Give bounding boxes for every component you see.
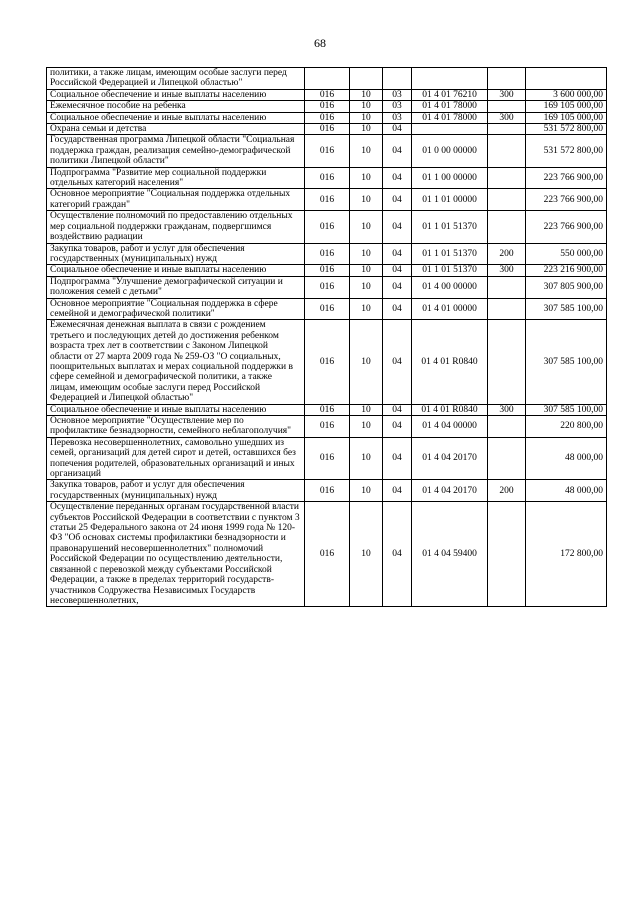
row-grbs: 016 (305, 276, 350, 298)
row-target-article: 01 1 01 00000 (412, 189, 488, 211)
row-section: 10 (350, 89, 383, 100)
row-subsection: 04 (383, 167, 412, 189)
row-section: 10 (350, 276, 383, 298)
row-subsection: 04 (383, 276, 412, 298)
row-subsection: 03 (383, 112, 412, 123)
row-name: Закупка товаров, работ и услуг для обеспечения государственных (муниципальных) нужд (47, 480, 305, 502)
row-expense-type: 200 (488, 243, 526, 265)
row-subsection: 04 (383, 416, 412, 438)
table-row (47, 68, 607, 90)
row-expense-type (488, 211, 526, 243)
row-expense-type: 300 (488, 112, 526, 123)
row-name: Охрана семьи и детства (47, 124, 305, 135)
table-row (47, 404, 607, 415)
row-section: 10 (350, 211, 383, 243)
row-section: 10 (350, 135, 383, 167)
row-amount: 307 585 100,00 (526, 404, 607, 415)
row-target-article: 01 4 00 00000 (412, 276, 488, 298)
row-name: Основное мероприятие "Осуществление мер по профилактике безнадзорности, семейного неблагополучия" (47, 416, 305, 438)
table-row (47, 276, 607, 298)
row-name: Осуществление переданных органам государственной власти субъектов Российской Федерации в соответствии с пунктом 3 статьи 25 Федерального закона от 24 июня 1999 года № 120-ФЗ "Об основах системы профилактики безнадзорности и правонарушений несовершеннолетних" полномочий Российской Федерации по осуществлению деятельности, связанной с перевозкой между субъектами Российской Федерации, а также в пределах территорий государств-участников Содружества Независимых Государств несовершеннолетних, (47, 502, 305, 607)
row-section: 10 (350, 502, 383, 607)
row-target-article: 01 1 01 51370 (412, 265, 488, 276)
table-row (47, 437, 607, 480)
row-grbs (305, 68, 350, 90)
row-amount: 307 805 900,00 (526, 276, 607, 298)
row-subsection: 04 (383, 298, 412, 320)
row-grbs: 016 (305, 211, 350, 243)
row-subsection: 04 (383, 265, 412, 276)
row-target-article: 01 4 01 R0840 (412, 404, 488, 415)
table-row (47, 416, 607, 438)
row-amount: 307 585 100,00 (526, 320, 607, 404)
row-grbs: 016 (305, 101, 350, 112)
row-amount (526, 68, 607, 90)
row-section: 10 (350, 298, 383, 320)
row-expense-type: 300 (488, 89, 526, 100)
row-subsection: 04 (383, 437, 412, 480)
row-target-article (412, 124, 488, 135)
table-row (47, 101, 607, 112)
table-row (47, 298, 607, 320)
row-amount: 3 600 000,00 (526, 89, 607, 100)
row-target-article (412, 68, 488, 90)
table-row (47, 320, 607, 404)
row-section: 10 (350, 243, 383, 265)
row-grbs: 016 (305, 298, 350, 320)
row-grbs: 016 (305, 189, 350, 211)
row-section: 10 (350, 404, 383, 415)
row-subsection: 04 (383, 211, 412, 243)
row-section (350, 68, 383, 90)
row-section: 10 (350, 124, 383, 135)
table-row (47, 189, 607, 211)
row-expense-type (488, 68, 526, 90)
row-grbs: 016 (305, 89, 350, 100)
row-subsection: 04 (383, 135, 412, 167)
row-grbs: 016 (305, 437, 350, 480)
row-subsection (383, 68, 412, 90)
row-amount: 172 800,00 (526, 502, 607, 607)
row-name: политики, а также лицам, имеющим особые заслуги перед Российской Федерацией и Липецкой областью" (47, 68, 305, 90)
row-grbs: 016 (305, 135, 350, 167)
row-target-article: 01 4 01 78000 (412, 101, 488, 112)
row-grbs: 016 (305, 112, 350, 123)
row-name: Основное мероприятие "Социальная поддержка отдельных категорий граждан" (47, 189, 305, 211)
table-row (47, 480, 607, 502)
row-target-article: 01 1 01 51370 (412, 211, 488, 243)
row-name: Основное мероприятие "Социальная поддержка в сфере семейной и демографической политики" (47, 298, 305, 320)
row-subsection: 04 (383, 502, 412, 607)
row-section: 10 (350, 265, 383, 276)
row-expense-type (488, 189, 526, 211)
row-expense-type (488, 135, 526, 167)
table-row (47, 243, 607, 265)
row-grbs: 016 (305, 320, 350, 404)
row-expense-type: 300 (488, 265, 526, 276)
row-subsection: 04 (383, 243, 412, 265)
row-name: Социальное обеспечение и иные выплаты населению (47, 265, 305, 276)
table-row (47, 135, 607, 167)
row-expense-type (488, 320, 526, 404)
row-name: Осуществление полномочий по предоставлению отдельных мер социальной поддержки гражданам, подвергшимся воздействию радиации (47, 211, 305, 243)
row-expense-type (488, 437, 526, 480)
row-target-article: 01 1 01 51370 (412, 243, 488, 265)
row-subsection: 03 (383, 89, 412, 100)
table-row (47, 211, 607, 243)
table-row (47, 265, 607, 276)
row-amount: 48 000,00 (526, 480, 607, 502)
row-amount: 223 216 900,00 (526, 265, 607, 276)
row-expense-type (488, 276, 526, 298)
row-name: Ежемесячное пособие на ребенка (47, 101, 305, 112)
row-expense-type (488, 101, 526, 112)
row-amount: 223 766 900,00 (526, 189, 607, 211)
row-amount: 550 000,00 (526, 243, 607, 265)
row-section: 10 (350, 416, 383, 438)
row-target-article: 01 4 04 59400 (412, 502, 488, 607)
row-expense-type: 300 (488, 404, 526, 415)
row-target-article: 01 4 04 20170 (412, 480, 488, 502)
row-name: Подпрограмма "Развитие мер социальной поддержки отдельных категорий населения" (47, 167, 305, 189)
row-expense-type (488, 124, 526, 135)
table-row (47, 112, 607, 123)
row-target-article: 01 4 01 76210 (412, 89, 488, 100)
row-subsection: 03 (383, 101, 412, 112)
row-name: Перевозка несовершеннолетних, самовольно ушедших из семей, организаций для детей сирот и детей, оставшихся без попечения родителей, образовательных организаций и иных организаций (47, 437, 305, 480)
page-number: 68 (314, 36, 326, 50)
row-section: 10 (350, 437, 383, 480)
row-subsection: 04 (383, 480, 412, 502)
row-section: 10 (350, 101, 383, 112)
row-grbs: 016 (305, 416, 350, 438)
row-amount: 307 585 100,00 (526, 298, 607, 320)
row-grbs: 016 (305, 243, 350, 265)
row-subsection: 04 (383, 124, 412, 135)
row-name: Государственная программа Липецкой области "Социальная поддержка граждан, реализация семейно-демографической политики Липецкой области" (47, 135, 305, 167)
row-target-article: 01 4 04 00000 (412, 416, 488, 438)
row-name: Ежемесячная денежная выплата в связи с рождением третьего и последующих детей до достижения ребенком возраста трех лет в соответствии с Законом Липецкой области от 27 марта 2009 года № 259-ОЗ "О социальных, поощрительных выплатах и мерах социальной поддержки в сфере семейной и демографической политики, а также лицам, имеющим особые заслуги перед Российской Федерацией и Липецкой областью" (47, 320, 305, 404)
row-expense-type (488, 298, 526, 320)
row-grbs: 016 (305, 404, 350, 415)
row-target-article: 01 4 04 20170 (412, 437, 488, 480)
row-name: Социальное обеспечение и иные выплаты населению (47, 89, 305, 100)
row-name: Социальное обеспечение и иные выплаты населению (47, 404, 305, 415)
row-section: 10 (350, 480, 383, 502)
row-target-article: 01 4 01 R0840 (412, 320, 488, 404)
table-row (47, 167, 607, 189)
row-section: 10 (350, 112, 383, 123)
row-expense-type: 200 (488, 480, 526, 502)
table-row (47, 124, 607, 135)
row-expense-type (488, 416, 526, 438)
row-amount: 531 572 800,00 (526, 135, 607, 167)
row-amount: 169 105 000,00 (526, 101, 607, 112)
row-amount: 223 766 900,00 (526, 211, 607, 243)
row-section: 10 (350, 189, 383, 211)
table-row (47, 89, 607, 100)
row-target-article: 01 0 00 00000 (412, 135, 488, 167)
row-subsection: 04 (383, 404, 412, 415)
budget-table (46, 67, 607, 607)
row-expense-type (488, 502, 526, 607)
row-target-article: 01 1 00 00000 (412, 167, 488, 189)
row-amount: 223 766 900,00 (526, 167, 607, 189)
row-target-article: 01 4 01 00000 (412, 298, 488, 320)
row-amount: 531 572 800,00 (526, 124, 607, 135)
row-grbs: 016 (305, 124, 350, 135)
row-section: 10 (350, 167, 383, 189)
row-section: 10 (350, 320, 383, 404)
row-subsection: 04 (383, 189, 412, 211)
row-grbs: 016 (305, 167, 350, 189)
budget-table-body (47, 68, 607, 607)
row-name: Подпрограмма "Улучшение демографической ситуации и положения семей с детьми" (47, 276, 305, 298)
table-row (47, 502, 607, 607)
row-grbs: 016 (305, 480, 350, 502)
row-name: Закупка товаров, работ и услуг для обеспечения государственных (муниципальных) нужд (47, 243, 305, 265)
row-grbs: 016 (305, 265, 350, 276)
row-grbs: 016 (305, 502, 350, 607)
row-amount: 169 105 000,00 (526, 112, 607, 123)
row-subsection: 04 (383, 320, 412, 404)
row-name: Социальное обеспечение и иные выплаты населению (47, 112, 305, 123)
row-amount: 220 800,00 (526, 416, 607, 438)
row-expense-type (488, 167, 526, 189)
row-target-article: 01 4 01 78000 (412, 112, 488, 123)
row-amount: 48 000,00 (526, 437, 607, 480)
